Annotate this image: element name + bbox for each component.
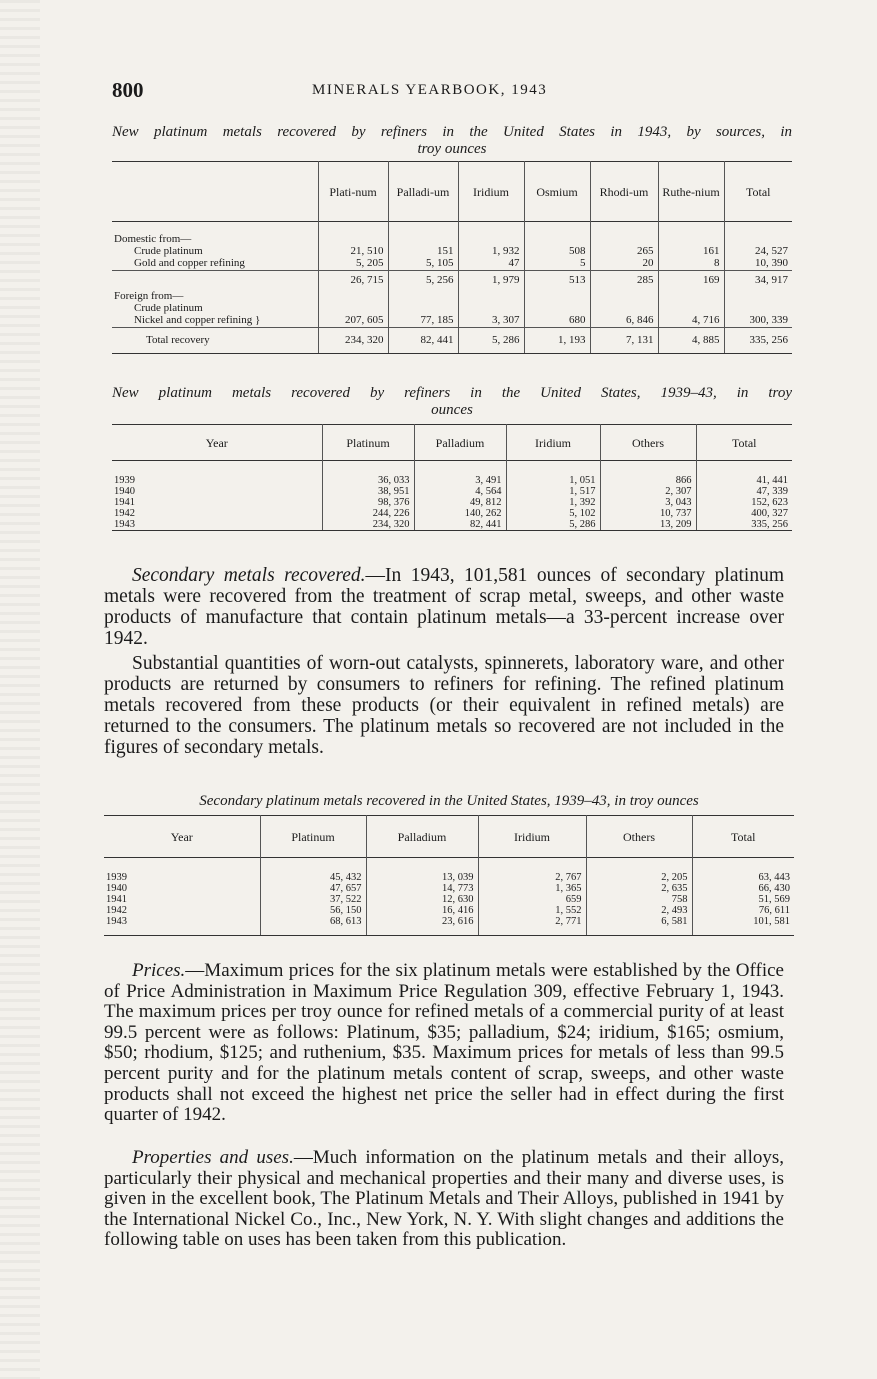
table3 <box>104 815 794 936</box>
row-label: Total recovery <box>112 327 318 353</box>
row-label-text: Nickel and copper refining <box>134 313 253 326</box>
table-cell: 26, 715 <box>318 271 388 291</box>
table3-caption <box>104 793 794 810</box>
year-cell: 1943 <box>104 916 260 936</box>
table3-header-total: Total <box>692 816 794 858</box>
table2 <box>112 424 792 531</box>
table-cell: 3, 043 <box>600 497 696 508</box>
table-cell: 66, 430 <box>692 883 794 894</box>
table-cell: 513 <box>524 271 590 291</box>
paragraph-substantial-quantities <box>104 653 784 758</box>
table-cell: 76, 611 <box>692 905 794 916</box>
paragraph-lead: Properties and uses. <box>132 1147 294 1168</box>
table-cell: 335, 256 <box>696 519 792 531</box>
table2-caption <box>112 385 792 419</box>
table-cell: 4, 885 <box>658 327 724 353</box>
table-cell: 14, 773 <box>366 883 478 894</box>
table-cell: 285 <box>590 271 658 291</box>
table-cell: 10, 390 <box>724 258 792 271</box>
table2-header-total: Total <box>696 425 792 461</box>
table-cell: 5, 102 <box>506 508 600 519</box>
table3-header-platinum: Platinum <box>260 816 366 858</box>
year-cell: 1939 <box>114 475 135 486</box>
row-label: Domestic from— <box>114 233 192 245</box>
table-cell: 36, 033 <box>322 475 414 486</box>
table2-header-year: Year <box>205 435 228 450</box>
table-cell: 300, 339 <box>724 315 792 328</box>
table-cell: 680 <box>524 315 590 328</box>
paragraph-properties-uses <box>104 1148 784 1251</box>
table3-header-others: Others <box>586 816 692 858</box>
table-cell: 508 <box>524 246 590 258</box>
year-cell: 1943 <box>112 519 322 531</box>
table-cell: 1, 365 <box>478 883 586 894</box>
table1-header-blank <box>112 162 318 222</box>
table3-caption-line: Secondary platinum metals recovered in the United States, 1939–43, in troy ounces <box>199 793 699 809</box>
table-cell: 152, 623 <box>696 497 792 508</box>
table-cell: 4, 564 <box>414 486 506 497</box>
table-row <box>112 271 792 291</box>
year-cell: 1940 <box>114 486 135 497</box>
table-cell: 5, 256 <box>388 271 458 291</box>
table-cell: 2, 493 <box>586 905 692 916</box>
table-row <box>104 916 794 936</box>
table-cell: 98, 376 <box>322 497 414 508</box>
table-cell: 49, 812 <box>414 497 506 508</box>
table-cell: 1, 932 <box>458 246 524 258</box>
table3-header-iridium: Iridium <box>478 816 586 858</box>
table-cell: 1, 552 <box>478 905 586 916</box>
table1-caption-line1: New platinum metals recovered by refiners in the United States in 1943, by sources, in <box>112 124 792 140</box>
table-cell: 2, 307 <box>600 486 696 497</box>
paragraph-text: —In 1943, 101,581 ounces of secondary platinum metals were recovered from the treatment of scrap metal, sweeps, and other waste products of manufacture that contain platinum metals—a 33-percent increase over 1942. <box>104 565 784 649</box>
table-cell: 207, 605 <box>318 315 388 328</box>
table1-caption-line2: troy ounces <box>417 141 487 157</box>
table-cell: 1, 979 <box>458 271 524 291</box>
table-cell: 47, 657 <box>260 883 366 894</box>
table-cell: 1, 392 <box>506 497 600 508</box>
table1-header-ruthenium: Ruthe-nium <box>658 162 724 222</box>
table-row <box>104 883 794 894</box>
table-cell: 2, 771 <box>478 916 586 936</box>
table-cell: 866 <box>600 475 696 486</box>
table-cell: 63, 443 <box>692 872 794 883</box>
table-cell: 5, 205 <box>318 258 388 271</box>
table2-header-row <box>112 425 792 461</box>
table-cell: 2, 635 <box>586 883 692 894</box>
page-header <box>112 78 792 104</box>
table2-caption-line1: New platinum metals recovered by refiners in the United States, 1939–43, in troy <box>112 385 792 401</box>
table-cell: 265 <box>590 246 658 258</box>
table-cell: 8 <box>658 258 724 271</box>
table-cell: 12, 630 <box>366 894 478 905</box>
paragraph-prices <box>104 961 784 1126</box>
table-cell: 244, 226 <box>322 508 414 519</box>
table-cell: 151 <box>388 246 458 258</box>
row-label <box>112 315 318 328</box>
table-row <box>112 291 792 303</box>
table-cell: 47 <box>458 258 524 271</box>
year-cell: 1942 <box>106 905 127 916</box>
table-row <box>104 894 794 905</box>
table-row <box>112 486 792 497</box>
table-cell: 68, 613 <box>260 916 366 936</box>
table-cell: 1, 051 <box>506 475 600 486</box>
year-cell: 1941 <box>114 497 135 508</box>
table-cell: 77, 185 <box>388 315 458 328</box>
table1-header-row <box>112 162 792 222</box>
table-cell: 2, 205 <box>586 872 692 883</box>
table-cell: 101, 581 <box>692 916 794 936</box>
scan-edge-shading <box>0 0 40 1379</box>
table-cell: 234, 320 <box>322 519 414 531</box>
table-cell: 37, 522 <box>260 894 366 905</box>
table-cell: 82, 441 <box>388 327 458 353</box>
table3-header-palladium: Palladium <box>366 816 478 858</box>
table-cell: 161 <box>658 246 724 258</box>
table-cell: 335, 256 <box>724 327 792 353</box>
table1-header-iridium: Iridium <box>458 162 524 222</box>
table1 <box>112 161 792 354</box>
table-cell: 659 <box>478 894 586 905</box>
table-cell: 16, 416 <box>366 905 478 916</box>
table3-header-year: Year <box>170 829 193 844</box>
table2-header-others: Others <box>600 425 696 461</box>
table-row <box>112 327 792 353</box>
table-cell: 6, 581 <box>586 916 692 936</box>
table-cell: 5, 286 <box>506 519 600 531</box>
table2-header-iridium: Iridium <box>506 425 600 461</box>
table-cell: 20 <box>590 258 658 271</box>
table-cell: 45, 432 <box>260 872 366 883</box>
table-cell: 4, 716 <box>658 315 724 328</box>
table-cell: 24, 527 <box>724 246 792 258</box>
row-label: Crude platinum <box>134 245 203 257</box>
table-cell: 23, 616 <box>366 916 478 936</box>
year-cell: 1940 <box>106 883 127 894</box>
table1-caption <box>112 124 792 158</box>
table-cell: 41, 441 <box>696 475 792 486</box>
table-cell: 5, 105 <box>388 258 458 271</box>
table-cell: 38, 951 <box>322 486 414 497</box>
table-cell: 7, 131 <box>590 327 658 353</box>
row-label: Gold and copper refining <box>134 257 245 269</box>
page-number: 800 <box>112 78 144 102</box>
table-cell: 51, 569 <box>692 894 794 905</box>
table-cell: 10, 737 <box>600 508 696 519</box>
table-row <box>104 905 794 916</box>
table-row <box>112 497 792 508</box>
table-row <box>112 508 792 519</box>
table-cell: 13, 039 <box>366 872 478 883</box>
year-cell: 1939 <box>106 872 127 883</box>
row-label: Foreign from— <box>114 289 184 302</box>
table-cell: 758 <box>586 894 692 905</box>
table-row <box>112 258 792 271</box>
table-cell: 5 <box>524 258 590 271</box>
table-row <box>112 315 792 328</box>
table1-header-osmium: Osmium <box>524 162 590 222</box>
table-cell: 13, 209 <box>600 519 696 531</box>
table-cell: 3, 307 <box>458 315 524 328</box>
table-cell: 1, 193 <box>524 327 590 353</box>
table-cell: 2, 767 <box>478 872 586 883</box>
paragraph-text: Substantial quantities of worn-out catalysts, spinnerets, laboratory ware, and other products are returned by consumers to refiners for refining. The refined platinum metals recovered from these products (or their equivalent in refined metals) are returned to the consumers. The platinum metals so recovered are not included in the figures of secondary metals. <box>104 653 784 758</box>
table-cell: 47, 339 <box>696 486 792 497</box>
paragraph-lead: Prices. <box>132 960 186 981</box>
table-row <box>104 872 794 883</box>
table-cell: 5, 286 <box>458 327 524 353</box>
year-cell: 1941 <box>106 894 127 905</box>
year-cell: 1942 <box>114 508 135 519</box>
table-cell: 1, 517 <box>506 486 600 497</box>
table-cell: 6, 846 <box>590 315 658 328</box>
table1-header-total: Total <box>724 162 792 222</box>
table1-header-palladium: Palladi-um <box>388 162 458 222</box>
table-row <box>112 475 792 486</box>
table-cell: 82, 441 <box>414 519 506 531</box>
table2-header-palladium: Palladium <box>414 425 506 461</box>
table-cell: 3, 491 <box>414 475 506 486</box>
table3-header-row <box>104 816 794 858</box>
paragraph-secondary-metals <box>104 565 784 649</box>
row-label: Crude platinum <box>134 301 203 314</box>
table-cell: 234, 320 <box>318 327 388 353</box>
table1-header-platinum: Plati-num <box>318 162 388 222</box>
table-row <box>112 519 792 531</box>
paragraph-text: —Maximum prices for the six platinum metals were established by the Office of Price Administration in Maximum Price Regulation 309, effective February 1, 1943. The maximum prices per troy ounce for refined metals of a commercial purity of at least 99.5 percent were as follows: Platinum, $35; palladium, $24; iridium, $165; osmium, $50; rhodium, $125; and ruthenium, $35. Maximum prices for metals of less than 99.5 percent purity and for the platinum metals content of scrap, sweeps, and other waste products shall not exceed the highest net price the seller had in effect during the first quarter of 1942. <box>104 960 784 1126</box>
table-cell: 140, 262 <box>414 508 506 519</box>
table2-header-platinum: Platinum <box>322 425 414 461</box>
table-cell: 56, 150 <box>260 905 366 916</box>
paragraph-text: —Much information on the platinum metals and their alloys, particularly their physical and mechanical properties and their many and diverse uses, is given in the excellent book, The Platinum Metals and Their Alloys, published in 1941 by the International Nickel Co., Inc., New York, N. Y. With slight changes and additions the following table on uses has been taken from this publication. <box>104 1147 784 1251</box>
running-head: MINERALS YEARBOOK, 1943 <box>312 82 548 98</box>
table-cell: 169 <box>658 271 724 291</box>
table-cell: 21, 510 <box>318 246 388 258</box>
paragraph-lead: Secondary metals recovered. <box>132 565 366 586</box>
brace-glyph: } <box>254 313 261 326</box>
table-cell: 400, 327 <box>696 508 792 519</box>
table2-caption-line2: ounces <box>431 402 473 418</box>
table1-header-rhodium: Rhodi-um <box>590 162 658 222</box>
table-cell: 34, 917 <box>724 271 792 291</box>
